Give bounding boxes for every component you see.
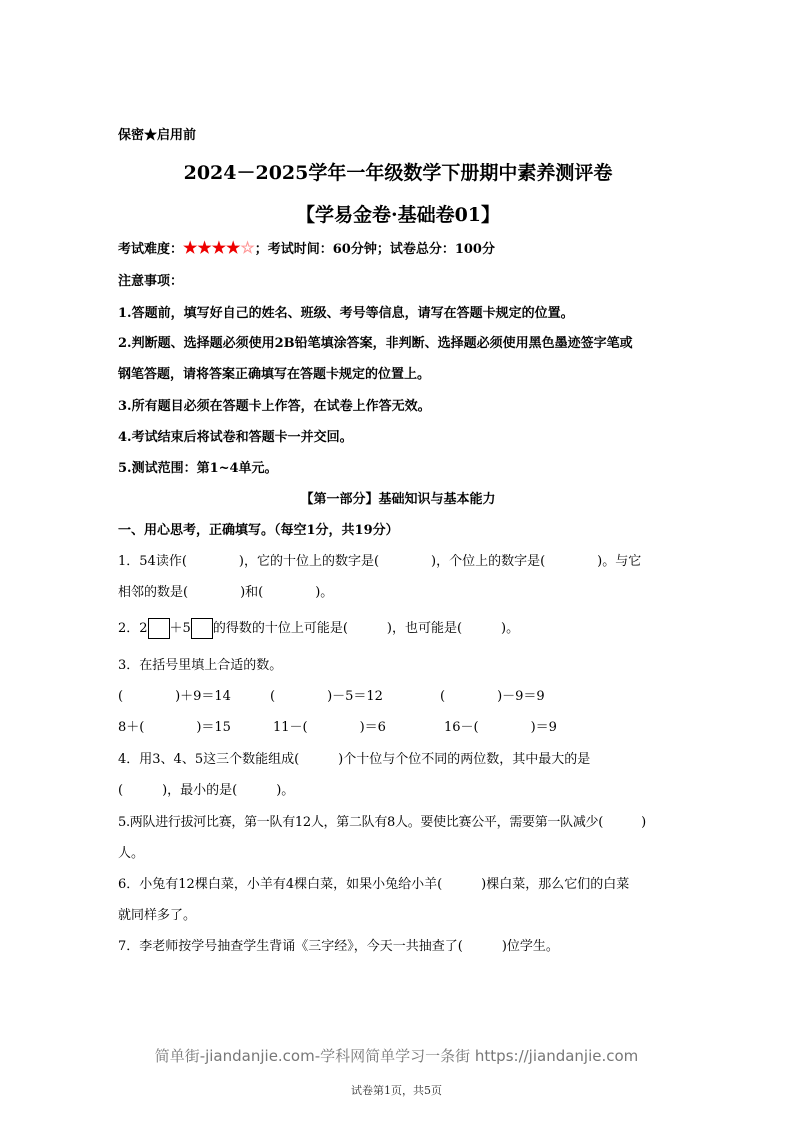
section-heading: 一、用心思考，正确填写。（每空1分，共19分） <box>118 523 399 538</box>
note-item: 3.所有题目必须在答题卡上作答，在试卷上作答无效。 <box>118 399 431 414</box>
page-title: 2024－2025学年一年级数学下册期中素养测评卷 <box>183 162 613 184</box>
note-item: 4.考试结束后将试卷和答题卡一并交回。 <box>118 430 353 445</box>
page-number: 试卷第1页，共5页 <box>351 1084 442 1097</box>
note-item: 2.判断题、选择题必须使用2B铅笔填涂答案，非判断、选择题必须使用黑色墨迹签字笔或 <box>118 336 633 351</box>
question-4-cont: ( )，最小的是( )。 <box>118 783 295 798</box>
part-heading: 【第一部分】基础知识与基本能力 <box>300 492 496 507</box>
question-6: 6．小兔有12棵白菜，小羊有4棵白菜，如果小兔给小羊( )棵白菜，那么它们的白菜 <box>118 877 630 892</box>
answer-box <box>148 618 170 639</box>
q2-mid: ＋5 <box>169 621 191 636</box>
equation: 8＋( )＝15 <box>118 720 231 735</box>
question-5-cont: 人。 <box>118 846 145 861</box>
equation: 11－( )＝6 <box>273 720 386 735</box>
difficulty-label: 考试难度： <box>118 242 184 257</box>
star-filled-icon: ★★★★ <box>183 238 241 257</box>
exam-time-score: ；考试时间：60分钟；试卷总分：100分 <box>254 242 495 257</box>
note-item: 钢笔答题，请将答案正确填写在答题卡规定的位置上。 <box>118 367 431 382</box>
q2-prefix: 2．2 <box>118 621 148 636</box>
note-item: 1.答题前，填写好自己的姓名、班级、考号等信息，请写在答题卡规定的位置。 <box>118 306 574 321</box>
equation: 16－( )＝9 <box>444 720 557 735</box>
notes-heading: 注意事项： <box>118 274 184 289</box>
answer-box <box>191 618 213 639</box>
equation: ( )－5＝12 <box>270 689 383 704</box>
question-4: 4．用3、4、5这三个数能组成( )个十位与个位不同的两位数，其中最大的是 <box>118 752 591 767</box>
note-item: 5.测试范围：第1~4单元。 <box>118 461 278 476</box>
q2-suffix: 的得数的十位上可能是( )，也可能是( )。 <box>212 621 520 636</box>
confidential-label: 保密★启用前 <box>118 128 197 143</box>
question-6-cont: 就同样多了。 <box>118 908 197 923</box>
question-1: 1．54读作( )，它的十位上的数字是( )，个位上的数字是( )。与它 <box>118 554 642 569</box>
question-7: 7．李老师按学号抽查学生背诵《三字经》，今天一共抽查了( )位学生。 <box>118 939 559 954</box>
exam-info <box>118 238 678 257</box>
equation: ( )－9＝9 <box>440 689 545 704</box>
question-1-cont: 相邻的数是( )和( )。 <box>118 585 334 600</box>
star-empty-icon: ☆ <box>240 238 255 257</box>
equation: ( )＋9＝14 <box>118 689 231 704</box>
question-2 <box>118 617 678 639</box>
question-3: 3．在括号里填上合适的数。 <box>118 658 283 673</box>
page-subtitle: 【学易金卷·基础卷01】 <box>295 204 501 226</box>
question-5: 5.两队进行拔河比赛，第一队有12人，第二队有8人。要使比赛公平，需要第一队减少( ) <box>118 815 646 830</box>
watermark: 简单街-jiandanjie.com-学科网简单学习一条街 https://jiandanjie.com <box>154 1047 639 1065</box>
